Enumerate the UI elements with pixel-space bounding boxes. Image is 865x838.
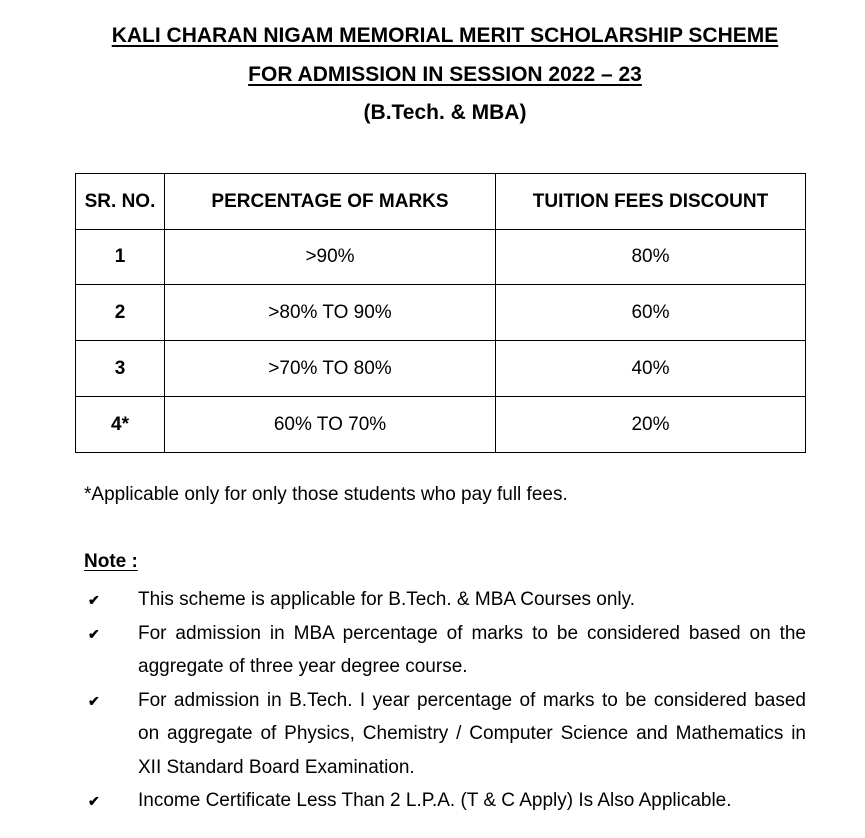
sr-no-cell: 3 — [76, 341, 165, 397]
list-item — [84, 583, 806, 617]
footnote: *Applicable only for only those students who pay full fees. — [84, 484, 568, 505]
table-header-row — [76, 174, 806, 230]
list-item — [84, 784, 806, 818]
table-row — [76, 397, 806, 453]
list-item — [84, 617, 806, 684]
marks-cell: >70% TO 80% — [165, 341, 496, 397]
check-mark-icon: ✔ — [88, 692, 100, 709]
page-subtitle: (B.Tech. & MBA) — [363, 101, 527, 124]
check-mark-icon: ✔ — [88, 793, 100, 809]
scholarship-table — [75, 173, 806, 453]
note-text: For admission in B.Tech. I year percentage of marks to be considered based on aggregate of Physics, Chemistry / Computer Science and Mathematics in XII Standard Board Examination. — [138, 689, 806, 778]
marks-cell: >80% TO 90% — [165, 285, 496, 341]
note-heading: Note : — [84, 551, 138, 572]
check-mark-icon: ✔ — [88, 592, 100, 608]
sr-no-cell: 4* — [76, 397, 165, 453]
page-title-line-2: FOR ADMISSION IN SESSION 2022 – 23 — [248, 63, 642, 86]
note-text: This scheme is applicable for B.Tech. & MBA Courses only. — [138, 589, 636, 610]
table-row — [76, 285, 806, 341]
discount-cell: 40% — [496, 341, 806, 397]
page-title-line-1: KALI CHARAN NIGAM MEMORIAL MERIT SCHOLARSHIP SCHEME — [111, 24, 779, 47]
marks-cell: 60% TO 70% — [165, 397, 496, 453]
note-text: For admission in MBA percentage of marks to be considered based on the aggregate of three year degree course. — [138, 622, 806, 677]
table-row — [76, 230, 806, 285]
column-header-percentage: PERCENTAGE OF MARKS — [165, 174, 496, 230]
sr-no-cell: 2 — [76, 285, 165, 341]
notes-list — [84, 583, 806, 818]
list-item — [84, 684, 806, 785]
table-row — [76, 341, 806, 397]
discount-cell: 80% — [496, 230, 806, 285]
note-text: Income Certificate Less Than 2 L.P.A. (T & C Apply) Is Also Applicable. — [138, 790, 732, 811]
discount-cell: 60% — [496, 285, 806, 341]
column-header-sr-no: SR. NO. — [76, 174, 165, 230]
check-mark-icon: ✔ — [88, 625, 100, 642]
column-header-discount: TUITION FEES DISCOUNT — [496, 174, 806, 230]
sr-no-cell: 1 — [76, 230, 165, 285]
discount-cell: 20% — [496, 397, 806, 453]
marks-cell: >90% — [165, 230, 496, 285]
